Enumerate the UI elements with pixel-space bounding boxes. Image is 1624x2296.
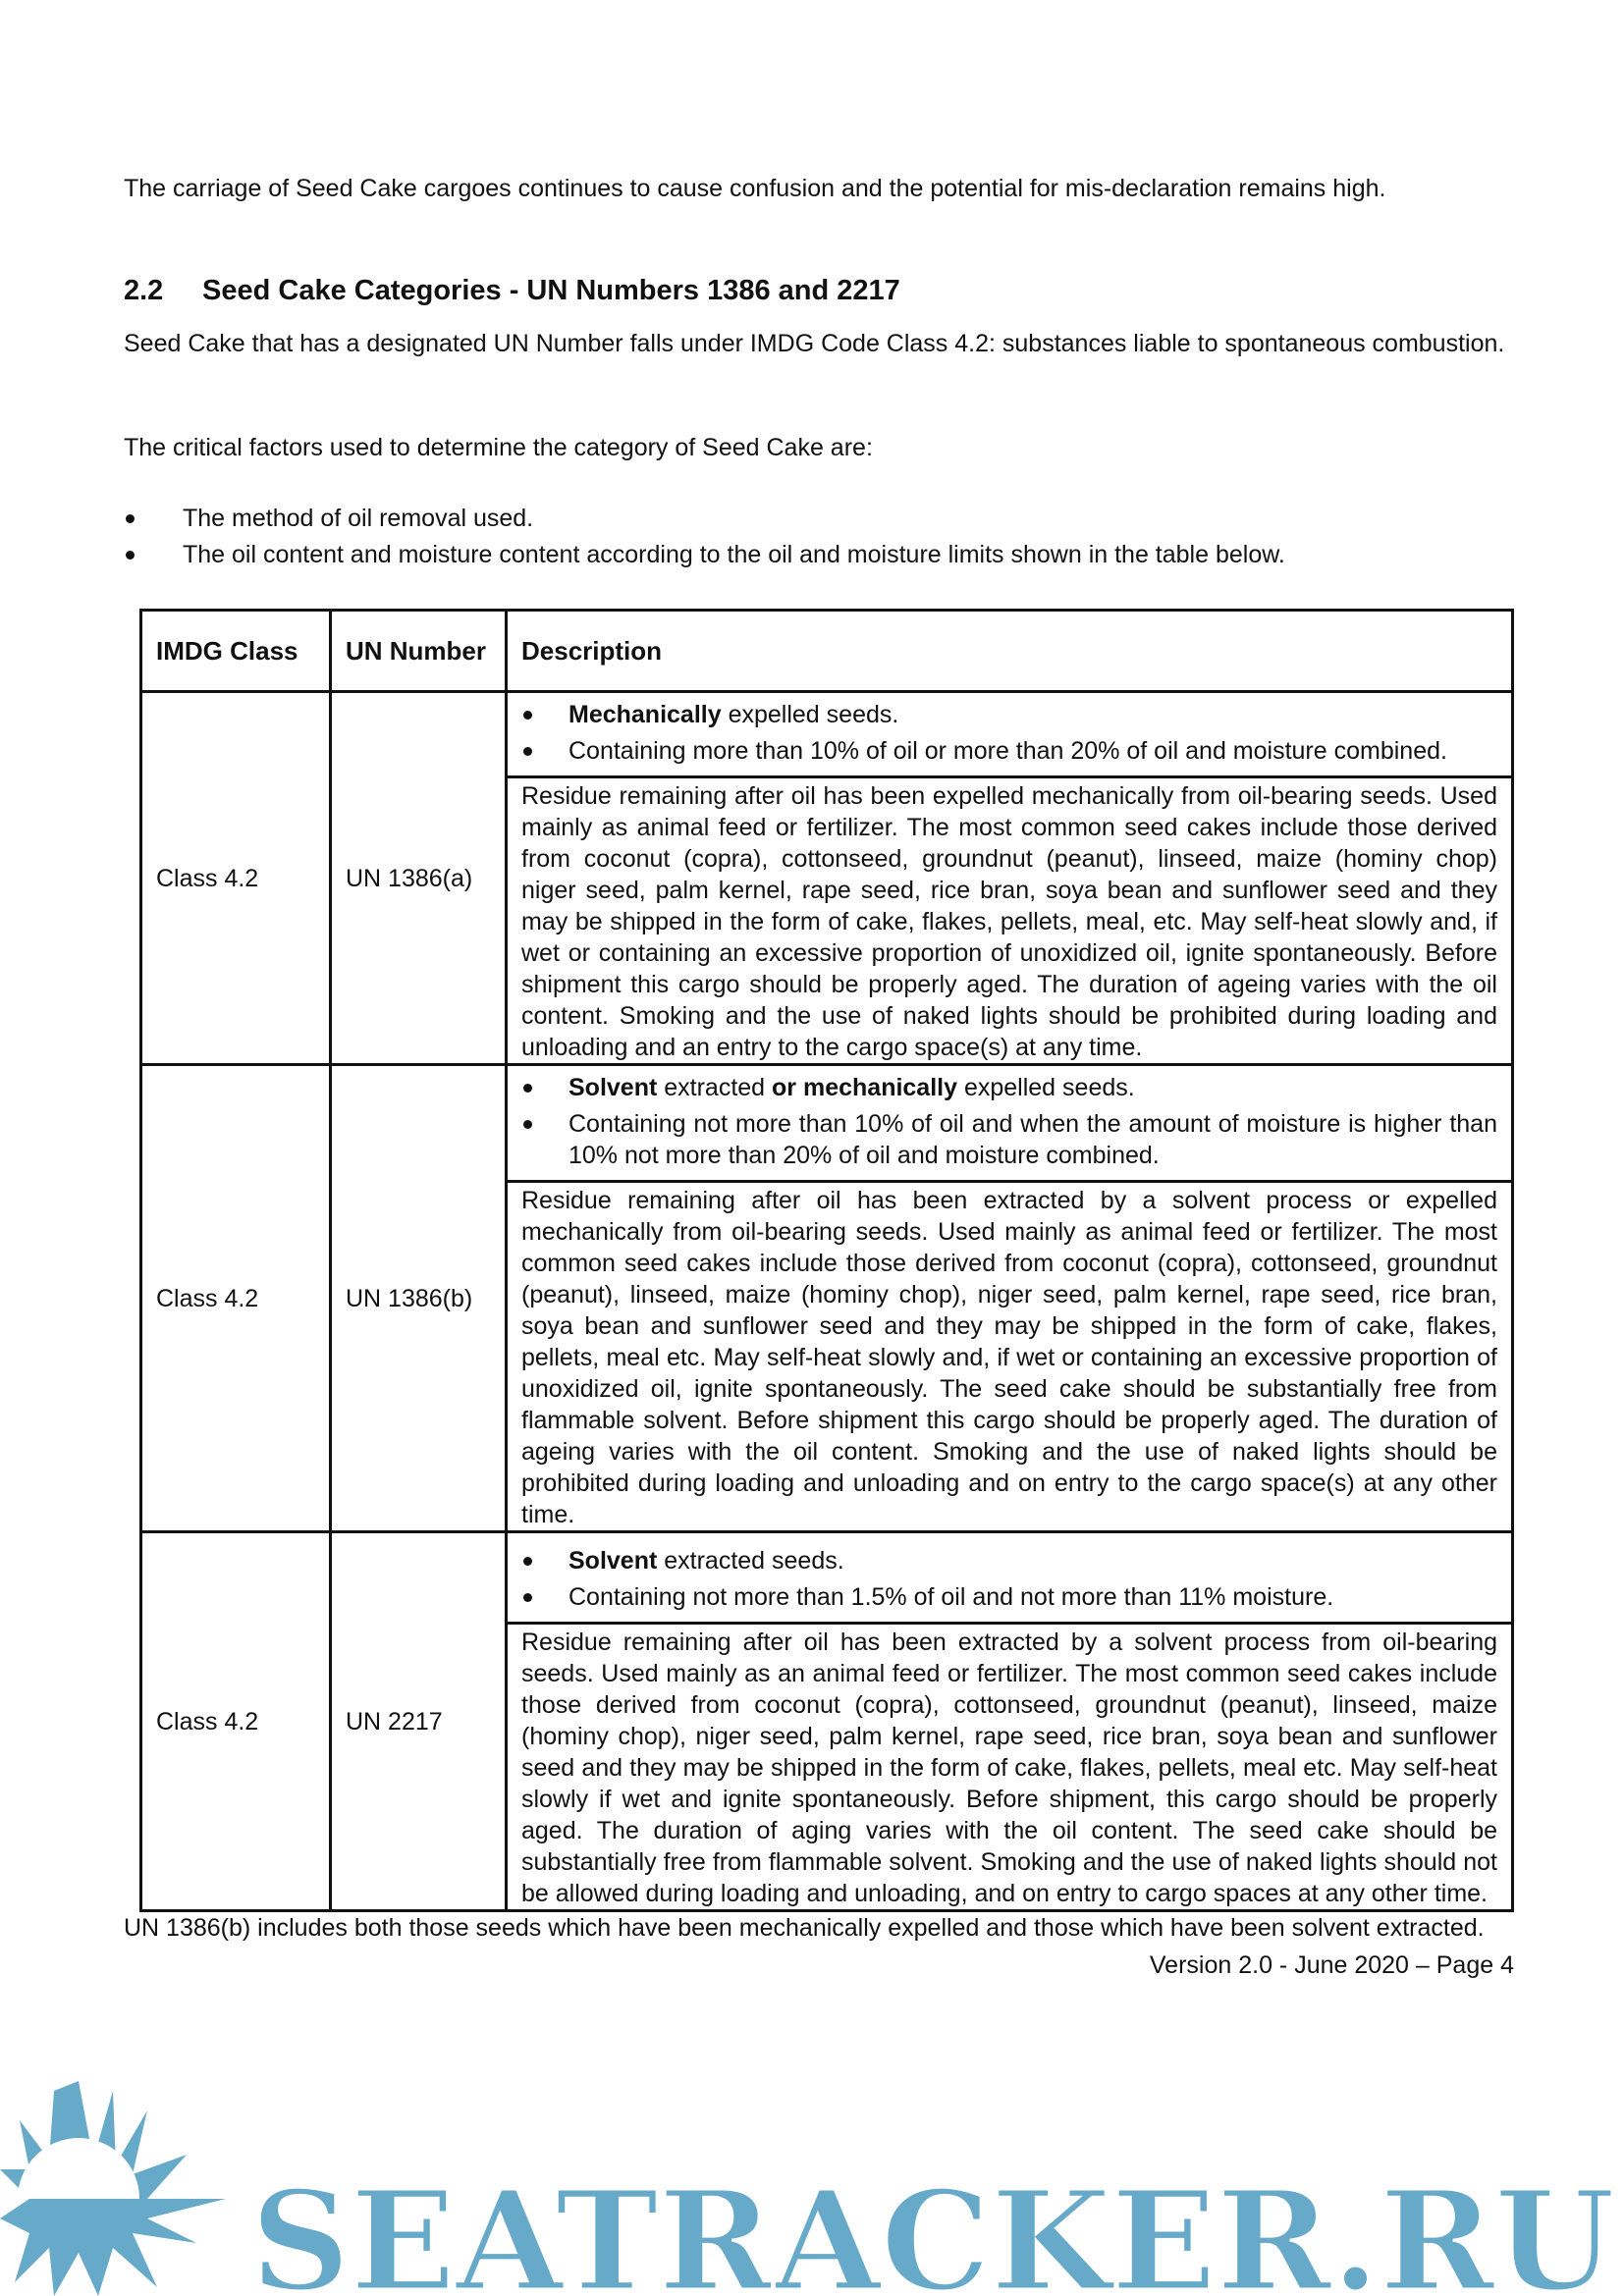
table-note: UN 1386(b) includes both those seeds which have been mechanically expelled and those which have been solvent extracted.	[124, 1914, 1485, 1942]
header-imdg-class: IMDG Class	[141, 611, 331, 692]
description-text: Residue remaining after oil has been extracted by a solvent process or expelled mechanically from oil-bearing seeds. Used mainly as animal feed or fertilizer. The most common seed cakes include those derived from coconut (copra), cottonseed, groundnut (peanut), linseed, maize (hominy chop), niger seed, palm kernel, rape seed, rice bran, soya bean and sunflower seed and they may be shipped in the form of cake, flakes, pellets, meal etc. May self-heat slowly and, if wet or containing an excessive proportion of unoxidized oil, ignite spontaneously. The seed cake should be substantially free from flammable solvent. Before shipment this cargo should be properly aged. The duration of ageing varies with the oil content. Smoking and the use of naked lights should be prohibited during loading and unloading and on entry to the cargo space(s) at any other time.	[521, 1187, 1497, 1528]
un-cell: UN 2217	[331, 1532, 507, 1911]
header-un-number: UN Number	[331, 611, 507, 692]
description-text: Residue remaining after oil has been expelled mechanically from oil-bearing seeds. Used mainly as animal feed or fertilizer. The most common seed cakes include those derived from coconut (copra), cottonseed, groundnut (peanut), linseed, maize (hominy chop) niger seed, palm kernel, rape seed, rice bran, soya bean and sunflower seed and they may be shipped in the form of cake, flakes, pellets, meal, etc. May self-heat slowly and, if wet or containing an excessive proportion of unoxidized oil, ignite spontaneously. Before shipment this cargo should be properly aged. The duration of ageing varies with the oil content. Smoking and the use of naked lights should be prohibited during loading and unloading and an entry to the cargo space(s) at any time.	[521, 782, 1497, 1061]
description-cell	[507, 1065, 1513, 1532]
un-cell: UN 1386(a)	[331, 692, 507, 1065]
class-cell: Class 4.2	[141, 692, 331, 1065]
criteria-item: Mechanically expelled seeds.	[521, 699, 1497, 730]
un-cell: UN 1386(b)	[331, 1065, 507, 1532]
criteria-item: Containing not more than 10% of oil and when the amount of moisture is higher than 10% not more than 20% of oil and moisture combined.	[521, 1108, 1497, 1171]
class-cell: Class 4.2	[141, 1065, 331, 1532]
intro-paragraph: The carriage of Seed Cake cargoes continues to cause confusion and the potential for mis-declaration remains high.	[124, 175, 1386, 202]
criteria-item: Solvent extracted seeds.	[521, 1545, 1497, 1576]
table-section	[124, 609, 1514, 1981]
table-row	[141, 1532, 1513, 1911]
page-footer: Version 2.0 - June 2020 – Page 4	[1149, 1951, 1514, 1979]
list-item: The method of oil removal used.	[124, 503, 1514, 534]
header-description: Description	[507, 611, 1513, 692]
seatracker-watermark-logo	[0, 2061, 1624, 2296]
criteria-item: Containing more than 10% of oil or more than 20% of oil and moisture combined.	[521, 735, 1497, 767]
watermark-text: SEATRACKER.RU	[250, 2162, 1616, 2296]
list-item: The oil content and moisture content according to the oil and moisture limits shown in the table below.	[124, 539, 1514, 570]
table-header-row	[141, 611, 1513, 692]
description-cell	[507, 692, 1513, 1065]
description-cell	[507, 1532, 1513, 1911]
criteria-item: Containing not more than 1.5% of oil and not more than 11% moisture.	[521, 1581, 1497, 1613]
factor-list	[124, 503, 1514, 575]
seed-cake-table	[139, 609, 1514, 1912]
section-heading: 2.2 Seed Cake Categories - UN Numbers 1386 and 2217	[124, 275, 900, 306]
table-row	[141, 692, 1513, 1065]
table-row	[141, 1065, 1513, 1532]
para-class-info: Seed Cake that has a designated UN Number falls under IMDG Code Class 4.2: substances liable to spontaneous combustion.	[124, 330, 1505, 357]
criteria-item: Solvent extracted or mechanically expelled seeds.	[521, 1072, 1497, 1103]
para-critical-factors: The critical factors used to determine the category of Seed Cake are:	[124, 434, 873, 461]
description-text: Residue remaining after oil has been extracted by a solvent process from oil-bearing seeds. Used mainly as an animal feed or fertilizer. The most common seed cakes include those derived from coconut (copra), cottonseed, groundnut (peanut), linseed, maize (hominy chop), niger seed, palm kernel, rape seed, rice bran, soya bean and sunflower seed and they may be shipped in the form of cake, flakes, pellets, meal etc. May self-heat slowly if wet and ignite spontaneously. Before shipment, this cargo should be properly aged. The duration of aging varies with the oil content. The seed cake should be substantially free from flammable solvent. Smoking and the use of naked lights should not be allowed during loading and unloading, and on entry to cargo spaces at any other time.	[521, 1629, 1497, 1907]
sun-icon	[0, 2081, 226, 2296]
class-cell: Class 4.2	[141, 1532, 331, 1911]
